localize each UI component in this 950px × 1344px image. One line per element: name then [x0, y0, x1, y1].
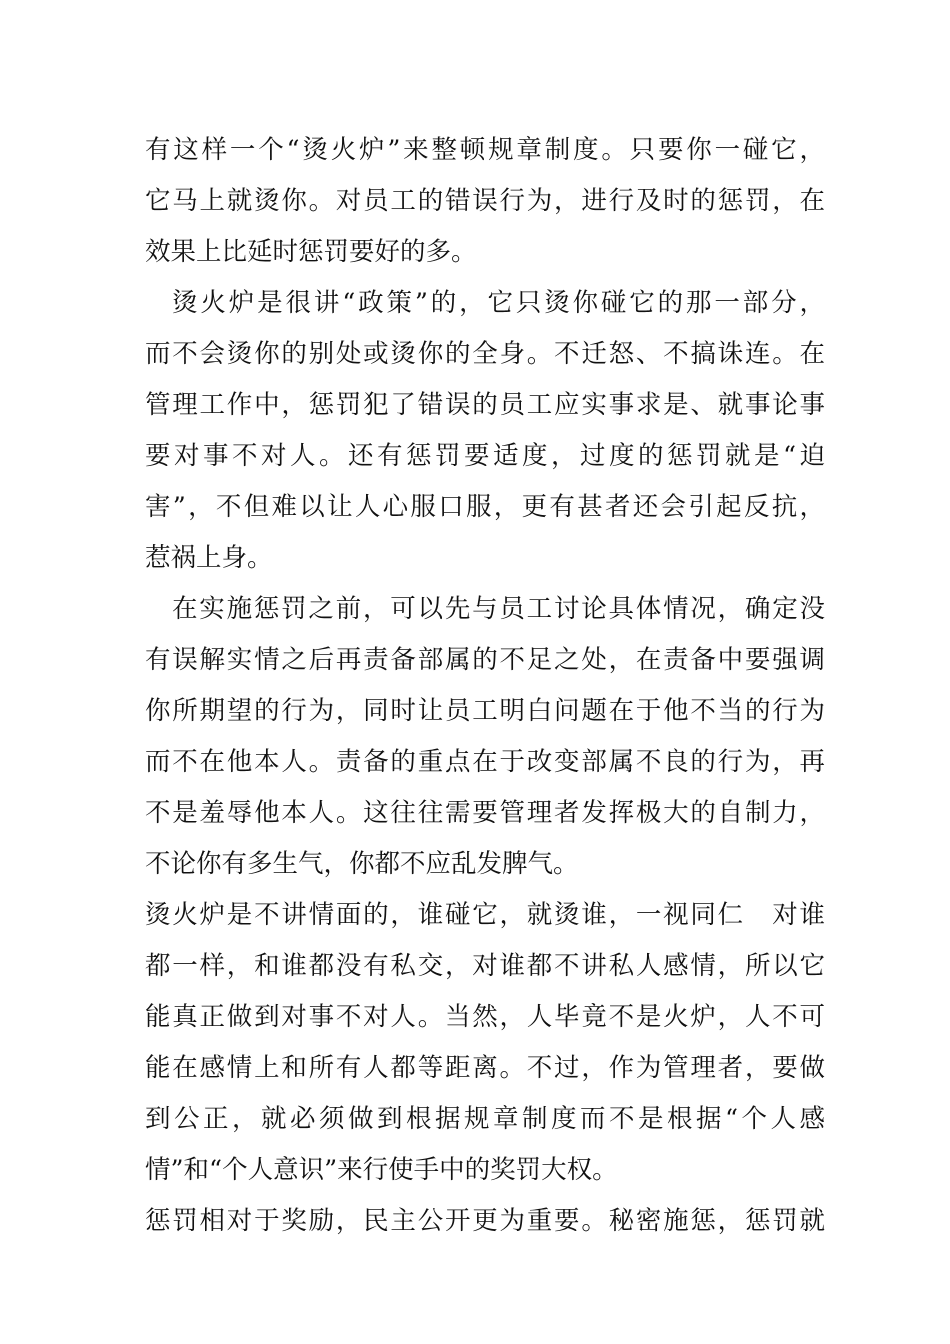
text-line: 管理工作中，惩罚犯了错误的员工应实事求是、就事论事: [145, 390, 825, 420]
text-line: 情”和“个人意识”来行使手中的奖罚大权。: [145, 1155, 618, 1185]
text-line: 烫火炉是不讲情面的，谁碰它，就烫谁，一视同仁 对谁: [145, 900, 825, 930]
text-line: 有误解实情之后再责备部属的不足之处，在责备中要强调: [145, 645, 825, 675]
text-line: 惩罚相对于奖励，民主公开更为重要。秘密施惩，惩罚就: [145, 1206, 825, 1236]
text-line: 能真正做到对事不对人。当然，人毕竟不是火炉，人不可: [145, 1002, 825, 1032]
text-line: 有这样一个“烫火炉”来整顿规章制度。只要你一碰它，: [145, 135, 825, 165]
text-line: 到公正，就必须做到根据规章制度而不是根据“个人感: [145, 1104, 825, 1134]
text-line: 在实施惩罚之前，可以先与员工讨论具体情况，确定没: [172, 594, 825, 624]
text-line: 不论你有多生气，你都不应乱发脾气。: [145, 849, 579, 879]
text-line: 而不在他本人。责备的重点在于改变部属不良的行为，再: [145, 747, 825, 777]
text-line: 而不会烫你的别处或烫你的全身。不迁怒、不搞诛连。在: [145, 339, 825, 369]
text-line: 要对事不对人。还有惩罚要适度，过度的惩罚就是“迫: [145, 441, 825, 471]
text-line: 不是羞辱他本人。这往往需要管理者发挥极大的自制力，: [145, 798, 825, 828]
text-line: 惹祸上身。: [145, 543, 273, 573]
text-line: 能在感情上和所有人都等距离。不过，作为管理者，要做: [145, 1053, 825, 1083]
text-line: 效果上比延时惩罚要好的多。: [145, 237, 477, 267]
text-line: 都一样，和谁都没有私交，对谁都不讲私人感情，所以它: [145, 951, 825, 981]
text-line: 你所期望的行为，同时让员工明白问题在于他不当的行为: [145, 696, 825, 726]
text-line: 烫火炉是很讲“政策”的，它只烫你碰它的那一部分，: [172, 288, 825, 318]
text-line: 它马上就烫你。对员工的错误行为，进行及时的惩罚，在: [145, 186, 825, 216]
text-line: 害”，不但难以让人心服口服，更有甚者还会引起反抗，: [145, 492, 825, 522]
